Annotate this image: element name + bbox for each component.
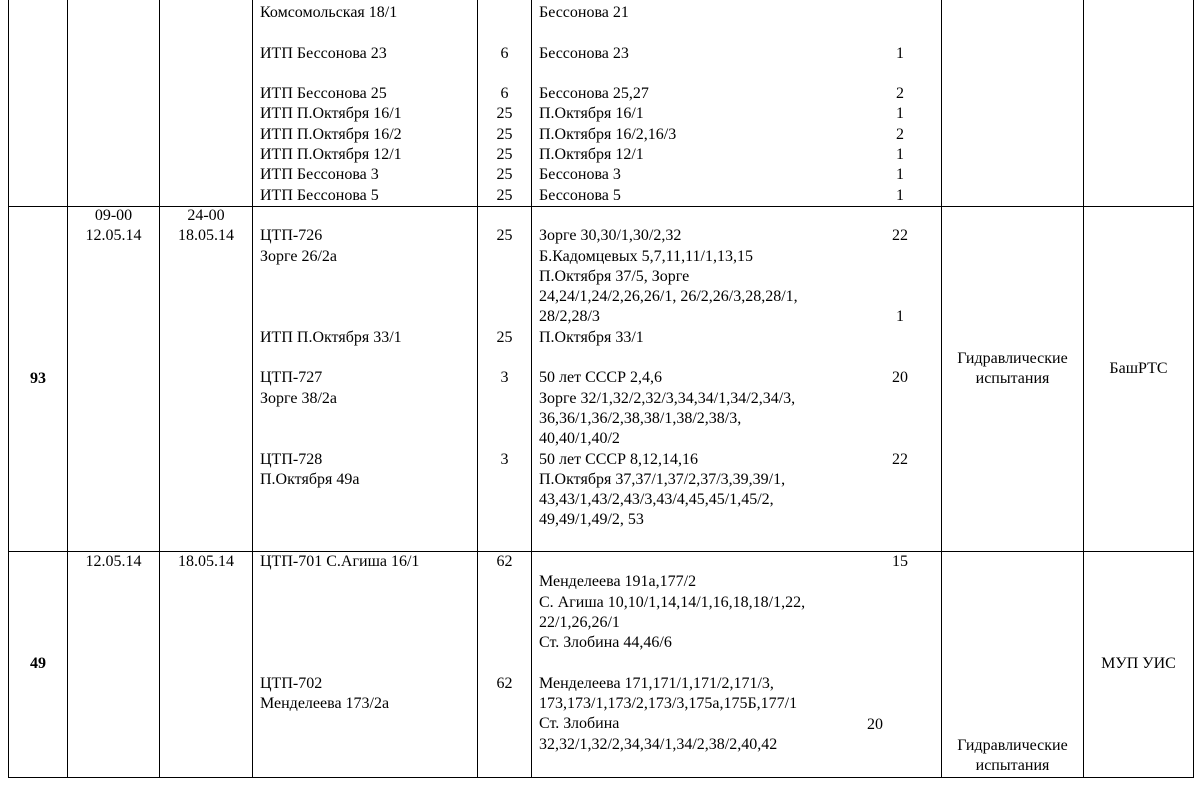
work-type-line: испытания xyxy=(975,370,1050,388)
source-cell: ИТП Бессонова 3 xyxy=(260,166,379,184)
diameter-cell xyxy=(478,429,531,449)
source-cell: ИТП П.Октября 12/1 xyxy=(260,146,402,164)
source-cell xyxy=(260,613,419,633)
address-cell: Бессонова 21 xyxy=(539,4,629,21)
address-cell: 49,49/1,49/2, 53 xyxy=(539,511,644,529)
diameter-cell: 62 xyxy=(496,553,513,570)
source-cell: ЦТП-727 xyxy=(260,369,323,387)
diameter-cell: 6 xyxy=(500,44,509,62)
count-cell xyxy=(880,470,920,490)
source-cell: ИТП Бессонова 23 xyxy=(260,44,387,62)
count-cell: 1 xyxy=(896,166,904,184)
count-cell: 1 xyxy=(896,146,904,164)
diameter-cell: 25 xyxy=(496,186,513,204)
source-cell: ИТП Бессонова 25 xyxy=(260,85,387,103)
address-cell xyxy=(539,206,798,226)
diameter-cell xyxy=(478,409,531,429)
source-cell: Комсомольская 18/1 xyxy=(260,4,398,21)
grid-line xyxy=(159,0,160,778)
source-cell xyxy=(260,307,402,327)
address-cell: 32,32/1,32/2,34,34/1,34/2,38/2,40,42 xyxy=(539,735,778,753)
count-cell xyxy=(880,247,920,267)
count-cell xyxy=(880,429,920,449)
source-cell xyxy=(260,572,419,592)
row93-addresses xyxy=(539,206,798,531)
count-cell: 2 xyxy=(896,85,904,103)
diameter-cell xyxy=(478,3,531,23)
count-cell: 1 xyxy=(896,186,904,204)
address-cell: 36,36/1,36/2,38,38/1,38/2,38/3, xyxy=(539,409,742,427)
address-cell: 28/2,28/3 xyxy=(539,308,600,326)
address-cell: 43,43/1,43/2,43/3,43/4,45,45/1,45/2, xyxy=(539,491,774,509)
top-addresses xyxy=(539,3,676,206)
source-cell: ИТП Бессонова 5 xyxy=(260,186,379,204)
source-cell xyxy=(260,267,402,287)
source-cell xyxy=(260,653,419,673)
row-number: 49 xyxy=(30,655,46,672)
count-cell xyxy=(880,206,920,226)
diameter-cell: 25 xyxy=(496,166,513,184)
organization: МУП УИС xyxy=(1101,655,1176,672)
count-cell xyxy=(880,3,920,23)
address-cell: Менделеева 191а,177/2 xyxy=(539,573,697,591)
source-cell: ЦТП-701 С.Агиша 16/1 xyxy=(260,553,420,570)
end-date: 18.05.14 xyxy=(178,553,234,570)
grid-line xyxy=(252,0,253,778)
address-cell: 24,24/1,24/2,26,26/1, 26/2,26/3,28,28/1, xyxy=(539,288,798,306)
address-cell xyxy=(539,552,805,572)
source-cell: Зорге 38/2а xyxy=(260,389,338,407)
end-datetime xyxy=(160,206,252,247)
diameter-cell: 62 xyxy=(496,674,513,692)
address-cell: 50 лет СССР 8,12,14,16 xyxy=(539,450,698,468)
diameter-cell: 3 xyxy=(500,369,509,387)
diameter-cell xyxy=(478,593,531,613)
count-cell xyxy=(880,287,920,307)
count-cell xyxy=(880,409,920,429)
row93-sources xyxy=(260,206,402,490)
source-cell xyxy=(260,409,402,429)
work-type-line: Гидравлические xyxy=(957,737,1068,754)
address-cell: 40,40/1,40/2 xyxy=(539,430,620,448)
count-cell: 22 xyxy=(892,227,908,245)
source-cell xyxy=(260,206,402,226)
work-type xyxy=(942,349,1083,390)
row93-diameters xyxy=(478,206,531,490)
source-cell: ИТП П.Октября 16/1 xyxy=(260,105,402,123)
end-date: 18.05.14 xyxy=(178,227,234,245)
row-number: 93 xyxy=(30,370,46,387)
count-cell: 20 xyxy=(867,716,883,733)
count-cell xyxy=(880,23,920,43)
count-cell: 1 xyxy=(896,105,904,123)
source-cell: ЦТП-728 xyxy=(260,450,323,468)
diameter-cell xyxy=(478,23,531,43)
address-cell: 173,173/1,173/2,173/3,175а,175Б,177/1 xyxy=(539,695,798,713)
address-cell: 22/1,26,26/1 xyxy=(539,613,620,631)
diameter-cell xyxy=(478,613,531,633)
diameter-cell xyxy=(478,470,531,490)
count-cell xyxy=(880,389,920,409)
source-cell xyxy=(260,348,402,368)
source-cell: ИТП П.Октября 16/2 xyxy=(260,125,402,143)
count-cell xyxy=(880,348,920,368)
grid-line xyxy=(8,777,1194,778)
row93-counts xyxy=(880,206,920,490)
diameter-cell xyxy=(478,694,531,714)
source-cell xyxy=(260,64,402,84)
row49-diameters xyxy=(478,552,531,714)
organization: БашРТС xyxy=(1109,360,1168,377)
diameter-cell xyxy=(478,633,531,653)
row49-sources xyxy=(260,552,419,714)
source-cell: ИТП П.Октября 33/1 xyxy=(260,328,402,346)
address-cell: 50 лет СССР 2,4,6 xyxy=(539,369,662,387)
work-type-line: испытания xyxy=(975,757,1050,775)
count-cell: 22 xyxy=(892,450,908,468)
address-cell xyxy=(539,64,676,84)
source-cell xyxy=(260,633,419,653)
end-time: 24-00 xyxy=(187,207,225,224)
address-cell: Ст. Злобина 44,46/6 xyxy=(539,634,672,652)
diameter-cell xyxy=(478,348,531,368)
start-date: 12.05.14 xyxy=(85,227,142,245)
top-diameters xyxy=(478,3,531,206)
start-date: 12.05.14 xyxy=(85,553,142,570)
address-cell: Бессонова 5 xyxy=(539,186,621,204)
top-sources xyxy=(260,3,402,206)
diameter-cell: 25 xyxy=(496,105,513,123)
start-datetime xyxy=(68,206,159,247)
source-cell xyxy=(260,429,402,449)
grid-line xyxy=(531,0,532,778)
address-cell: П.Октября 37,37/1,37/2,37/3,39,39/1, xyxy=(539,470,786,488)
address-cell xyxy=(539,23,676,43)
diameter-cell xyxy=(478,389,531,409)
diameter-cell: 6 xyxy=(500,85,509,103)
address-cell xyxy=(539,653,805,673)
count-cell xyxy=(880,328,920,348)
address-cell: Бессонова 25,27 xyxy=(539,85,649,103)
count-cell: 20 xyxy=(892,369,908,387)
diameter-cell: 3 xyxy=(500,450,509,468)
row49-addresses xyxy=(539,552,805,755)
start-time: 09-00 xyxy=(94,207,133,224)
address-cell: П.Октября 16/1 xyxy=(539,105,644,123)
top-counts xyxy=(880,3,920,206)
count-cell: 1 xyxy=(896,308,904,326)
address-cell: П.Октября 16/2,16/3 xyxy=(539,125,677,143)
work-type-line: Гидравлические xyxy=(957,350,1068,367)
count-cell xyxy=(880,64,920,84)
address-cell: Ст. Злобина xyxy=(539,715,620,733)
diameter-cell xyxy=(478,287,531,307)
diameter-cell xyxy=(478,267,531,287)
source-cell: П.Октября 49а xyxy=(260,470,360,488)
address-cell: Бессонова 3 xyxy=(539,166,621,184)
work-type xyxy=(942,736,1083,777)
source-cell xyxy=(260,593,419,613)
source-cell: Зорге 26/2а xyxy=(260,247,338,265)
address-cell: П.Октября 12/1 xyxy=(539,146,644,164)
address-cell: С. Агиша 10,10/1,14,14/1,16,18,18/1,22, xyxy=(539,593,806,611)
address-cell: Зорге 32/1,32/2,32/3,34,34/1,34/2,34/3, xyxy=(539,389,796,407)
diameter-cell xyxy=(478,206,531,226)
count-cell: 15 xyxy=(892,553,908,570)
address-cell: П.Октября 33/1 xyxy=(539,328,644,346)
diameter-cell: 25 xyxy=(496,328,513,346)
count-cell: 2 xyxy=(896,125,904,143)
grid-line xyxy=(1193,0,1194,778)
diameter-cell xyxy=(478,247,531,267)
address-cell: Менделеева 171,171/1,171/2,171/3, xyxy=(539,674,774,692)
diameter-cell xyxy=(478,64,531,84)
address-cell: Бессонова 23 xyxy=(539,44,629,62)
diameter-cell xyxy=(478,307,531,327)
source-cell xyxy=(260,287,402,307)
diameter-cell xyxy=(478,572,531,592)
source-cell: ЦТП-726 xyxy=(260,227,323,245)
count-cell xyxy=(880,267,920,287)
source-cell xyxy=(260,23,402,43)
diameter-cell: 25 xyxy=(496,227,513,245)
diameter-cell xyxy=(478,653,531,673)
address-cell: Б.Кадомцевых 5,7,11,11/1,13,15 xyxy=(539,247,753,265)
diameter-cell: 25 xyxy=(496,146,513,164)
diameter-cell: 25 xyxy=(496,125,513,143)
address-cell: П.Октября 37/5, Зорге xyxy=(539,267,690,285)
address-cell xyxy=(539,348,798,368)
grid-line xyxy=(67,0,68,778)
source-cell: Менделеева 173/2а xyxy=(260,695,390,713)
source-cell: ЦТП-702 xyxy=(260,674,323,692)
address-cell: Зорге 30,30/1,30/2,32 xyxy=(539,227,682,245)
count-cell: 1 xyxy=(896,44,904,62)
